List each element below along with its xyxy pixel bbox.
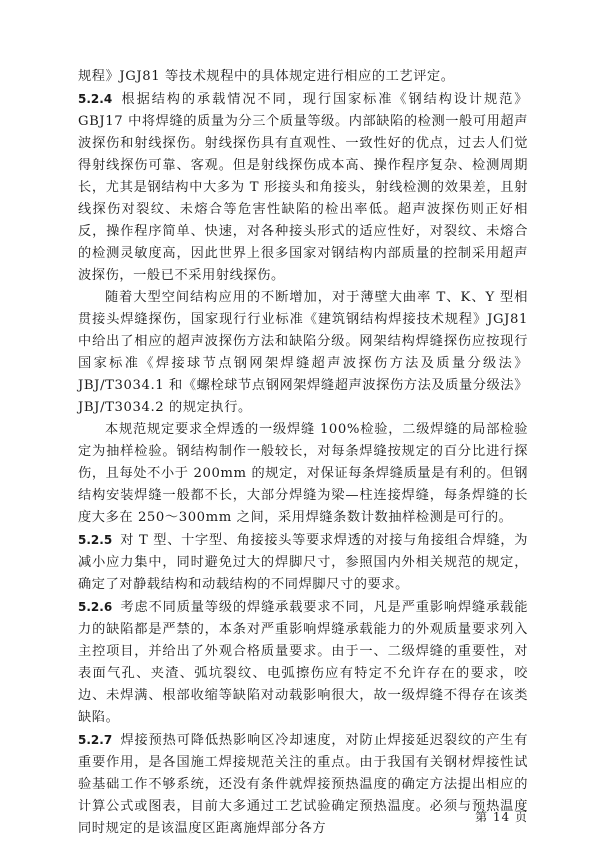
paragraph-text: 考虑不同质量等级的焊缝承载要求不同，凡是严重影响焊缝承载能力的缺陷都是严禁的，本条对严重影响焊缝承载能力的外观质量要求列入主控项目，并给出了外观合格质量要求。由于一、二级焊缝的重要性，对表面气孔、夹渣、弧坑裂纹、电弧擦伤应有特定不允许存在的要求，咬边、未焊满、根部收缩等缺陷对动载影响很大，故一级焊缝不得存在该类缺陷。 [78,600,528,725]
paragraph-text: 本规范规定要求全焊透的一级焊缝 100%检验，二级焊缝的局部检验定为抽样检验。钢结构制作一般较长，对每条焊缝按规定的百分比进行探伤，且每处不小于 200mm 的规定，对保证每条焊缝质量是有利的。但钢结构安装焊缝一般都不长，大部分焊缝为梁—柱连接焊缝，每条焊缝的长度大多在 250～300mm 之间，采用焊缝条数计数抽样检测是可行的。 [78,422,528,525]
paragraph-text: 焊接预热可降低热影响区冷却速度，对防止焊接延迟裂纹的产生有重要作用，是各国施工焊接规范关注的重点。由于我国有关钢材焊接性试验基础工作不够系统，还没有条件就焊接预热温度的确定方法提出相应的计算公式或图表，目前大多通过工艺试验确定预热温度。必须与预热温度同时规定的是该温度区距离施焊部分各方 [78,733,528,836]
page-number: 第 14 页 [475,810,528,824]
body-paragraph [78,287,528,419]
body-paragraph [78,66,528,88]
paragraph-text: 规程》JGJ81 等技术规程中的具体规定进行相应的工艺评定。 [78,69,455,84]
body-paragraph [78,419,528,529]
paragraph-text: 根据结构的承载情况不同，现行国家标准《钢结构设计规范》GBJ17 中将焊缝的质量为分三个质量等级。内部缺陷的检测一般可用超声波探伤和射线探伤。射线探伤具有直观性、一致性好的优点，过去人们觉得射线探伤可靠、客观。但是射线探伤成本高、操作程序复杂、检测周期长，尤其是钢结构中大多为 T 形接头和角接头，射线检测的效果差，且射线探伤对裂纹、未熔合等危害性缺陷的检出率低。超声波探伤则正好相反，操作程序简单、快速，对各种接头形式的适应性好，对裂纹、未熔合的检测灵敏度高，因此世界上很多国家对钢结构内部质量的控制采用超声波探伤，一般已不采用射线探伤。 [78,92,528,283]
section-number: 5.2.7 [78,733,113,747]
section-paragraph [78,596,528,729]
section-number: 5.2.6 [78,600,113,614]
paragraph-text: 对 T 型、十字型、角接接头等要求焊透的对接与角接组合焊缝，为减小应力集中，同时避免过大的焊脚尺寸，参照国内外相关规范的规定，确定了对静载结构和动载结构的不同焊脚尺寸的要求。 [78,533,528,592]
section-number: 5.2.5 [78,533,113,547]
section-number: 5.2.4 [78,92,113,106]
paragraph-text: 随着大型空间结构应用的不断增加，对于薄壁大曲率 T、K、Y 型相贯接头焊缝探伤，国家现行行业标准《建筑钢结构焊接技术规程》JGJ81 中给出了相应的超声波探伤方法和缺陷分级。网架结构焊缝探伤应按现行国家标准《焊接球节点钢网架焊缝超声波探伤方法及质量分级法》JBJ/T3034.1 和《螺栓球节点钢网架焊缝超声波探伤方法及质量分级法》JBJ/T3034.2 的规定执行。 [78,290,528,415]
section-paragraph [78,529,528,596]
document-body [78,66,528,840]
section-paragraph [78,88,528,287]
section-paragraph [78,729,528,840]
